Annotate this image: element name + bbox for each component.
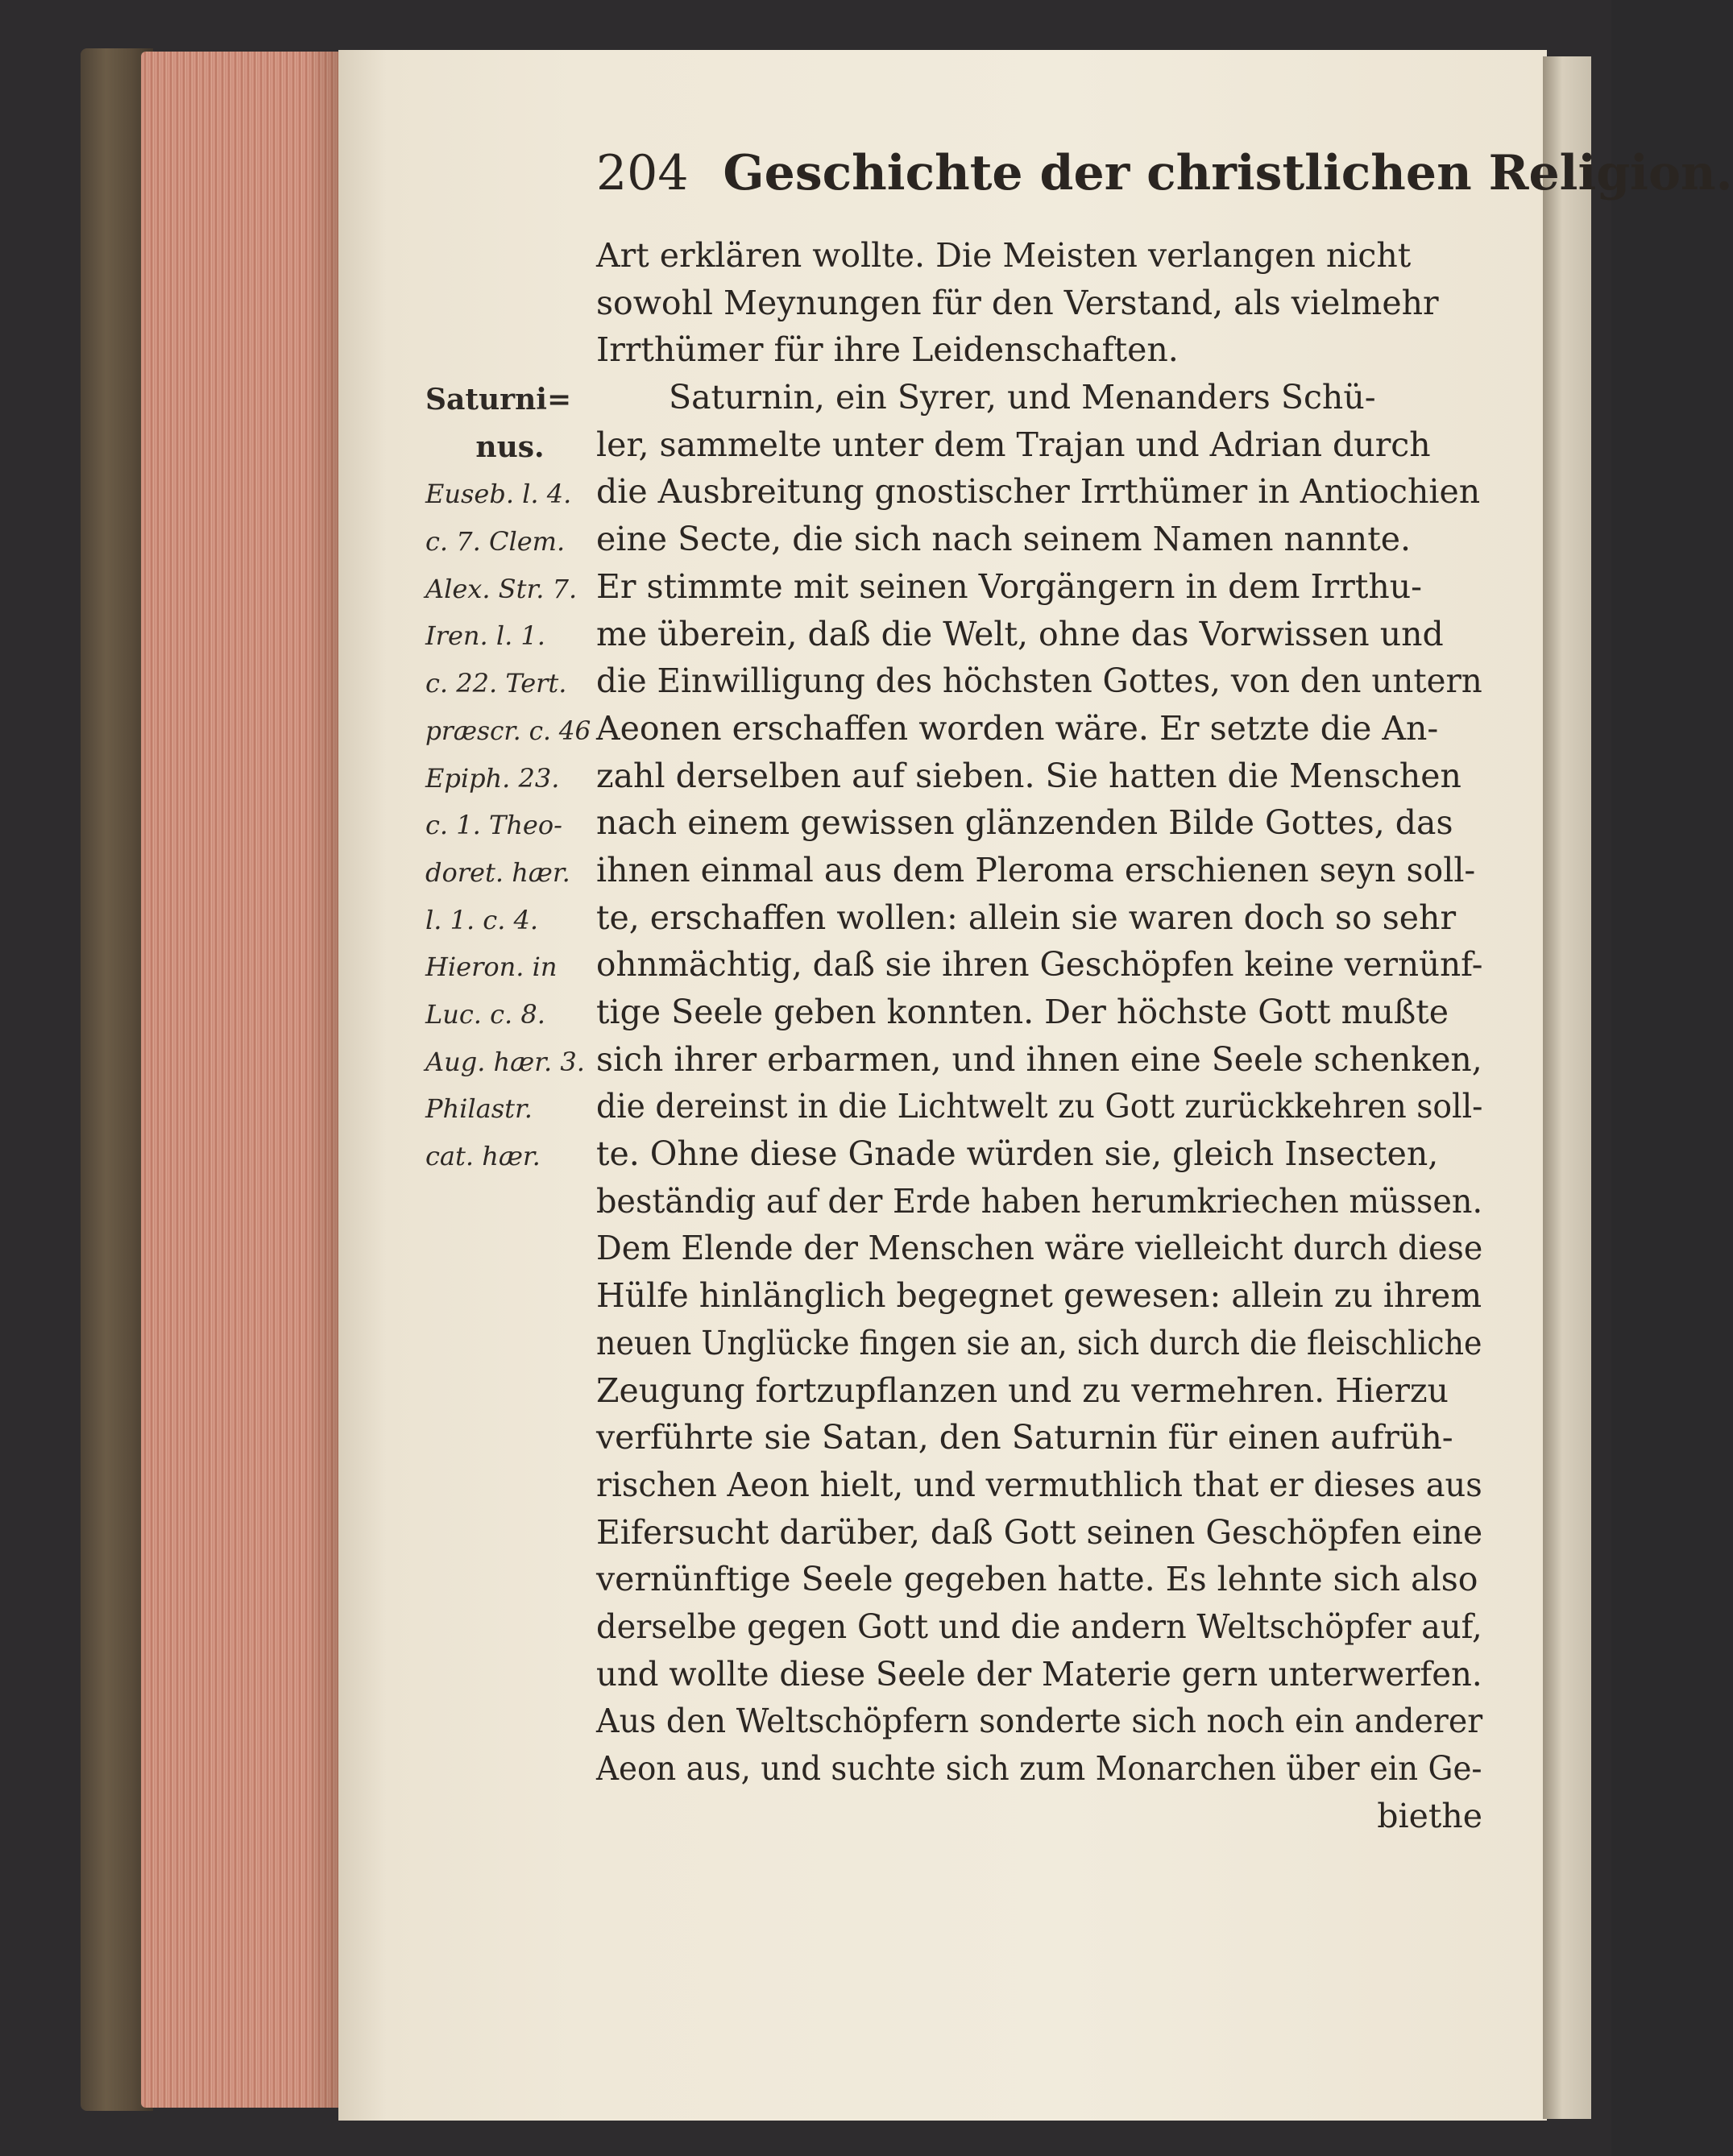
text-line: Dem Elende der Menschen wäre vielleicht durch diese <box>596 1229 1483 1268</box>
margin-note: c. 22. Tert. <box>425 668 567 699</box>
margin-note: c. 7. Clem. <box>425 526 566 558</box>
text-line: sowohl Meynungen für den Verstand, als vielmehr <box>596 283 1439 322</box>
text-line: Aeonen erschaffen worden wäre. Er setzte die An- <box>596 708 1439 748</box>
body-text <box>596 232 1482 1839</box>
margin-notes <box>425 376 595 1180</box>
page-number: 204 <box>596 145 689 201</box>
margin-note: Alex. Str. 7. <box>425 573 578 604</box>
margin-note: l. 1. c. 4. <box>425 904 539 935</box>
text-line: die Einwilligung des höchsten Gottes, von den untern <box>596 661 1482 701</box>
text-line: te, erschaffen wollen: allein sie waren doch so sehr <box>596 898 1457 937</box>
facing-page-edge <box>1543 56 1591 2119</box>
page-header <box>596 141 1733 205</box>
text-line: zahl derselben auf sieben. Sie hatten die Menschen <box>596 756 1461 795</box>
text-line: ihnen einmal aus dem Pleroma erschienen seyn soll- <box>596 850 1476 889</box>
margin-note-heading: nus. <box>475 429 545 464</box>
text-line: me überein, daß die Welt, ohne das Vorwissen und <box>596 614 1444 653</box>
text-line: die Ausbreitung gnostischer Irrthümer in Antiochien <box>596 472 1481 512</box>
text-line: Art erklären wollte. Die Meisten verlangen nicht <box>596 236 1412 275</box>
text-line: nach einem gewissen glänzenden Bilde Gottes, das <box>596 803 1453 843</box>
text-line: beständig auf der Erde haben herumkriechen müssen. <box>596 1181 1483 1221</box>
margin-note: cat. hær. <box>425 1141 541 1171</box>
catchword: biethe <box>1377 1796 1482 1835</box>
text-line: Aeon aus, und suchte sich zum Monarchen über ein Ge- <box>596 1749 1482 1788</box>
margin-note: Luc. c. 8. <box>425 998 545 1030</box>
margin-note: Hieron. in <box>425 952 558 983</box>
text-line: derselbe gegen Gott und die andern Weltschöpfer auf, <box>596 1607 1482 1646</box>
margin-note: c. 1. Theo- <box>425 810 562 841</box>
margin-note: Euseb. l. 4. <box>425 479 572 510</box>
text-line: eine Secte, die sich nach seinem Namen nannte. <box>596 520 1411 559</box>
text-line: tige Seele geben konnten. Der höchste Gott mußte <box>596 993 1449 1031</box>
text-line: te. Ohne diese Gnade würden sie, gleich Insecten, <box>596 1134 1439 1174</box>
text-line: Hülfe hinlänglich begegnet gewesen: allein zu ihrem <box>596 1276 1482 1316</box>
text-line: Eifersucht darüber, daß Gott seinen Geschöpfen eine <box>596 1512 1483 1552</box>
text-line: rischen Aeon hielt, und vermuthlich that er dieses aus <box>596 1465 1482 1504</box>
margin-note: Aug. hær. 3. <box>425 1046 585 1077</box>
margin-note: doret. hær. <box>425 856 570 888</box>
margin-note: Philastr. <box>425 1093 533 1125</box>
text-line: vernünftige Seele gegeben hatte. Es lehnte sich also <box>596 1560 1478 1599</box>
text-line: und wollte diese Seele der Materie gern unterwerfen. <box>596 1654 1482 1694</box>
text-line: Irrthümer für ihre Leidenschaften. <box>596 330 1179 370</box>
text-line: neuen Unglücke fingen sie an, sich durch die fleischliche <box>596 1323 1482 1362</box>
text-line: verführte sie Satan, den Saturnin für einen aufrüh- <box>596 1418 1453 1457</box>
margin-note: præscr. c. 46 <box>425 715 591 746</box>
text-line: die dereinst in die Lichtwelt zu Gott zurückkehren soll- <box>596 1087 1483 1126</box>
text-line: sich ihrer erbarmen, und ihnen eine Seele schenken, <box>596 1039 1482 1079</box>
text-line: Aus den Weltschöpfern sonderte sich noch ein anderer <box>596 1702 1483 1741</box>
margin-note: Epiph. 23. <box>425 762 560 794</box>
text-line: Saturnin, ein Syrer, und Menanders Schü- <box>669 378 1376 417</box>
running-title: Geschichte der christlichen Religion. <box>723 145 1733 201</box>
margin-note-heading: Saturni= <box>425 383 572 417</box>
margin-note: Iren. l. 1. <box>425 620 545 652</box>
text-line: ohnmächtig, daß sie ihren Geschöpfen keine vernünf- <box>596 945 1483 985</box>
text-line: ler, sammelte unter dem Trajan und Adrian durch <box>596 425 1431 464</box>
text-line: Zeugung fortzupflanzen und zu vermehren. Hierzu <box>596 1370 1449 1410</box>
text-line: Er stimmte mit seinen Vorgängern in dem Irrthu- <box>596 566 1423 606</box>
